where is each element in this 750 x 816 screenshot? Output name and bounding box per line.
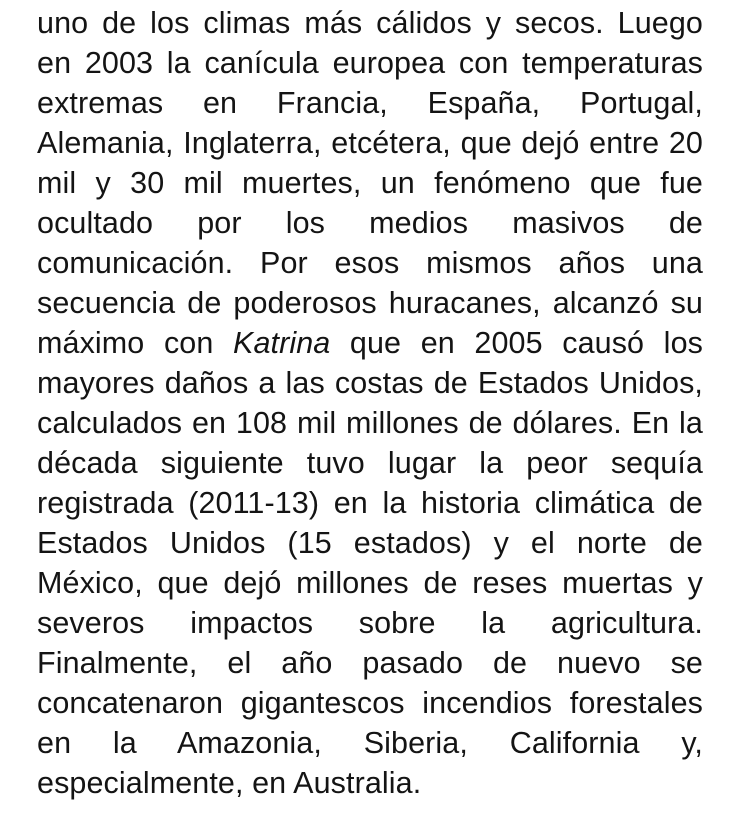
text-line: secuencia de poderosos huracanes, alcanzó su — [37, 286, 703, 320]
text-line: especialmente, en Australia. — [37, 766, 422, 800]
text-line: México, que dejó millones de reses muertas y — [37, 566, 703, 600]
body-paragraph — [37, 3, 703, 803]
text-line: extremas en Francia, España, Portugal, — [37, 86, 703, 120]
text-line: ocultado por los medios masivos de — [37, 206, 703, 240]
text-fragment: que en 2005 causó los — [330, 326, 703, 360]
text-line: década siguiente tuvo lugar la peor sequía — [37, 446, 703, 480]
text-line: severos impactos sobre la agricultura. — [37, 606, 703, 640]
text-line: comunicación. Por esos mismos años una — [37, 246, 703, 280]
text-line: registrada (2011-13) en la historia climática de — [37, 486, 703, 520]
text-line-with-italic — [37, 323, 703, 363]
text-line: mayores daños a las costas de Estados Unidos, — [37, 366, 703, 400]
text-line: Finalmente, el año pasado de nuevo se — [37, 646, 703, 680]
text-line: Estados Unidos (15 estados) y el norte de — [37, 526, 703, 560]
italic-term: Katrina — [233, 326, 331, 360]
text-line: mil y 30 mil muertes, un fenómeno que fue — [37, 166, 703, 200]
text-line: uno de los climas más cálidos y secos. Luego — [37, 6, 703, 40]
text-line: en 2003 la canícula europea con temperaturas — [37, 46, 703, 80]
text-line: en la Amazonia, Siberia, California y, — [37, 726, 703, 760]
text-line: concatenaron gigantescos incendios forestales — [37, 686, 703, 720]
text-fragment: máximo con — [37, 326, 233, 360]
text-line: Alemania, Inglaterra, etcétera, que dejó entre 20 — [37, 126, 703, 160]
text-line: calculados en 108 mil millones de dólares. En la — [37, 406, 703, 440]
